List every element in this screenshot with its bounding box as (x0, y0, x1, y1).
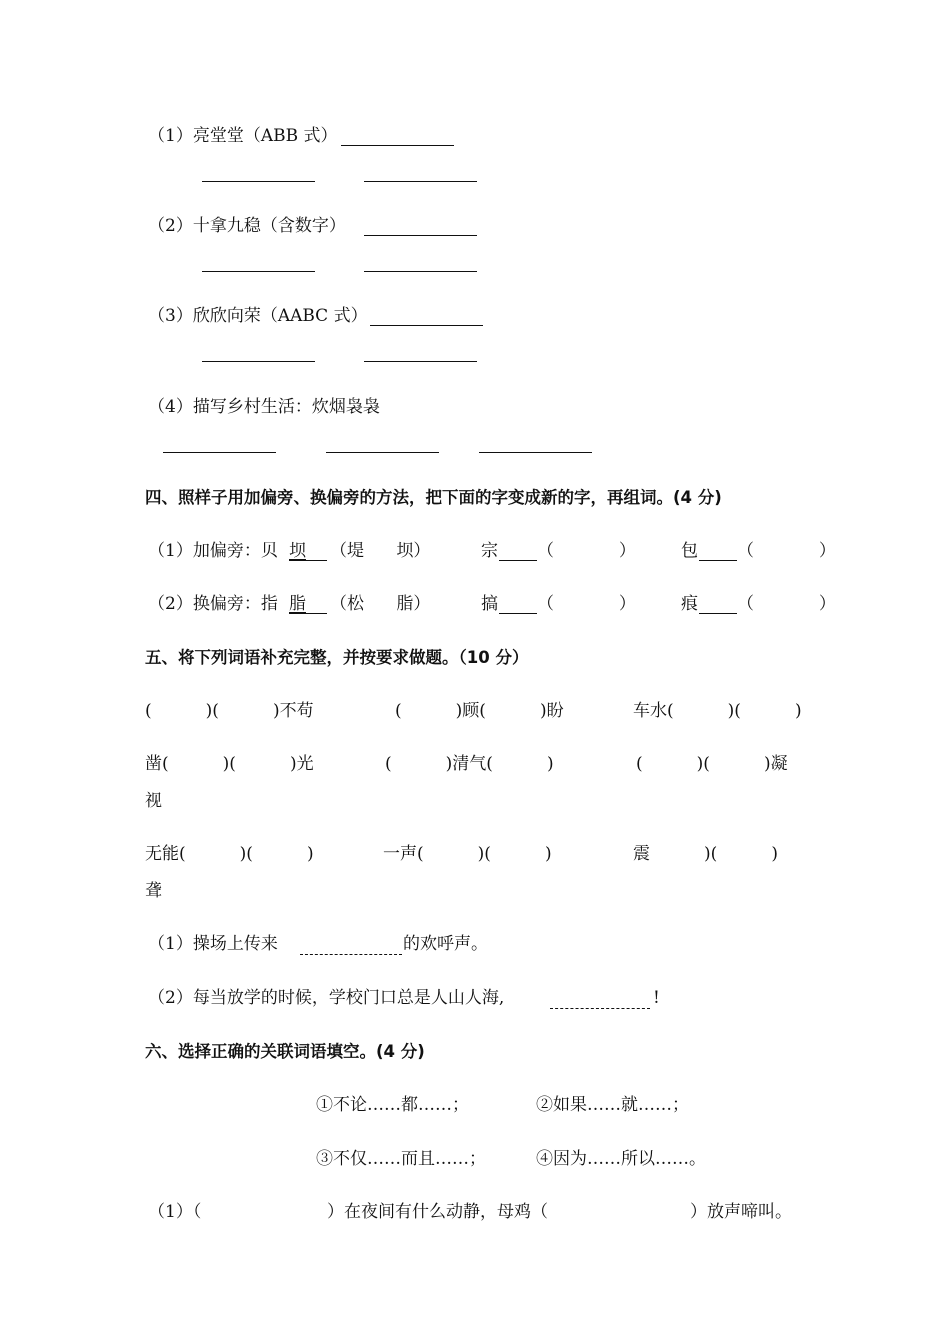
s4-paren[interactable]: （ ） (537, 541, 636, 561)
idiom-blank[interactable]: ( )顾( )盼 (395, 701, 564, 721)
s6-q1-start: （1）（ (148, 1202, 202, 1222)
q3-4-text: （4）描写乡村生活：炊烟袅袅 (148, 397, 380, 417)
s4-row1-example: 坝 (289, 541, 306, 561)
answer-blank[interactable] (202, 361, 315, 362)
idiom-wrap-char: 聋 (145, 881, 162, 901)
option-2: ②如果……就……； (536, 1095, 689, 1115)
idiom-blank[interactable]: 无能( )( ) (145, 844, 314, 864)
idiom-blank[interactable]: ( )( )不苟 (145, 701, 314, 721)
idiom-wrap-char: 视 (145, 791, 162, 811)
answer-blank[interactable] (364, 361, 477, 362)
s4-row1-label: （1）加偏旁：贝 (148, 541, 278, 561)
idiom-blank[interactable]: 凿( )( )光 (145, 754, 314, 774)
section4-title: 四、照样子用加偏旁、换偏旁的方法，把下面的字变成新的字，再组词。(4 分) (145, 488, 722, 507)
s6-q1-end: ）放声啼叫。 (690, 1202, 792, 1222)
answer-blank[interactable] (202, 271, 315, 272)
q3-1-text: （1）亮堂堂（ABB 式） (148, 126, 338, 146)
answer-blank[interactable] (364, 235, 477, 236)
s4-paren[interactable]: （ ） (737, 594, 836, 614)
answer-blank[interactable] (479, 452, 592, 453)
s4-paren[interactable]: （ ） (537, 594, 636, 614)
s5-sentence1-start: （1）操场上传来 (148, 934, 278, 954)
answer-blank[interactable] (364, 181, 477, 182)
s5-sentence2-end: ! (653, 988, 660, 1008)
s4-row2-label: （2）换偏旁：指 (148, 594, 278, 614)
example-underline (289, 560, 327, 561)
option-1: ①不论……都……； (316, 1095, 469, 1115)
s4-row2-example: 脂 (289, 594, 306, 614)
answer-blank[interactable] (699, 560, 737, 561)
idiom-blank[interactable]: 震 )( ) (633, 844, 778, 864)
q3-2-text: （2）十拿九稳（含数字） (148, 216, 346, 236)
option-4: ④因为……所以……。 (536, 1149, 706, 1169)
s4-row2-example-word: （松 脂） (330, 594, 431, 614)
s4-row1-char2: 包 (681, 541, 698, 561)
s4-row1-example-word: （堤 坝） (330, 541, 431, 561)
answer-blank[interactable] (499, 560, 537, 561)
answer-blank[interactable] (699, 613, 737, 614)
idiom-blank[interactable]: 车水( )( ) (633, 701, 802, 721)
s4-row2-char1: 搞 (481, 594, 498, 614)
idiom-blank[interactable]: 一声( )( ) (383, 844, 552, 864)
answer-blank[interactable] (341, 145, 454, 146)
s5-sentence1-end: 的欢呼声。 (403, 934, 488, 954)
answer-blank[interactable] (202, 181, 315, 182)
s5-sentence2-start: （2）每当放学的时候，学校门口总是人山人海, (148, 988, 505, 1008)
section6-title: 六、选择正确的关联词语填空。(4 分) (145, 1042, 425, 1061)
s4-row2-char2: 痕 (681, 594, 698, 614)
s4-paren[interactable]: （ ） (737, 541, 836, 561)
s6-q1-middle: ）在夜间有什么动静，母鸡（ (327, 1202, 548, 1222)
answer-blank[interactable] (364, 271, 477, 272)
s4-row1-char1: 宗 (481, 541, 498, 561)
q3-3-text: （3）欣欣向荣（AABC 式） (148, 306, 368, 326)
idiom-blank[interactable]: ( )( )凝 (636, 754, 788, 774)
answer-blank[interactable] (326, 452, 439, 453)
idiom-blank[interactable]: ( )清气( ) (385, 754, 554, 774)
section5-title: 五、将下列词语补充完整，并按要求做题。（10 分） (145, 648, 529, 667)
answer-blank[interactable] (300, 954, 402, 955)
option-3: ③不仅……而且……； (316, 1149, 486, 1169)
answer-blank[interactable] (163, 452, 276, 453)
answer-blank[interactable] (550, 1008, 650, 1009)
example-underline (289, 613, 327, 614)
answer-blank[interactable] (370, 325, 483, 326)
answer-blank[interactable] (499, 613, 537, 614)
